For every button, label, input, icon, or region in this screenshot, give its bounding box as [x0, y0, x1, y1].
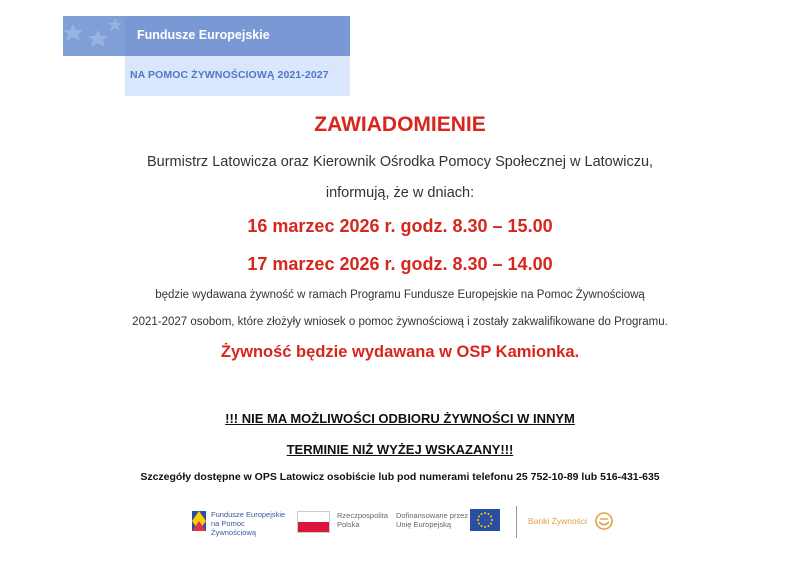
- poland-flag-icon: [297, 511, 330, 533]
- notice-body-line2: 2021-2027 osobom, które złożyły wniosek o pomoc żywnościową i zostały zakwalifikowane do Programu.: [132, 316, 668, 328]
- footer-food-bank-label: Banki Żywności: [528, 516, 588, 526]
- logo-stars-panel: [63, 16, 125, 56]
- food-bank-icon: [594, 511, 614, 531]
- footer-fe-line2: na Pomoc Żywnościową: [211, 519, 257, 537]
- distribution-place: Żywność będzie wydawana w OSP Kamionka.: [220, 343, 580, 361]
- footer-food-bank-logo: [528, 505, 618, 539]
- logo-subtitle-panel: [125, 56, 350, 96]
- footer-fe-logo: [190, 505, 290, 539]
- footer-rp-line2: Polska: [337, 520, 360, 529]
- distribution-date-1: 16 marzec 2026 r. godz. 8.30 – 15.00: [247, 216, 553, 236]
- warning-line1: !!! NIE MA MOŻLIWOŚCI ODBIORU ŻYWNOŚCI W INNYM: [225, 411, 575, 426]
- contact-details: Szczegóły dostępne w OPS Latowicz osobiście lub pod numerami telefonu 25 752-10-89 lub 516-431-635: [140, 471, 660, 483]
- distribution-date-2: 17 marzec 2026 r. godz. 8.30 – 14.00: [247, 254, 553, 274]
- logo-subtitle: NA POMOC ŻYWNOŚCIOWĄ 2021-2027: [130, 69, 329, 81]
- logo-title: Fundusze Europejskie: [137, 28, 270, 42]
- logo-title-panel: [125, 16, 350, 56]
- notice-title: ZAWIADOMIENIE: [314, 113, 486, 136]
- eu-flag-icon: [470, 509, 500, 531]
- fundusze-europejskie-header-logo: [63, 16, 350, 96]
- footer-rp-line1: Rzeczpospolita: [337, 511, 388, 520]
- eu-stars-icon: [63, 16, 125, 56]
- footer-rp-logo: [297, 505, 387, 539]
- footer-eu-line1: Dofinansowane przez: [396, 511, 469, 520]
- notice-intro-line2: informują, że w dniach:: [325, 185, 475, 201]
- notice-body-line1: będzie wydawana żywność w ramach Programu Fundusze Europejskie na Pomoc Żywnościową: [155, 289, 645, 301]
- fundusze-europejskie-icon: [190, 507, 208, 535]
- footer-eu-line2: Unię Europejską: [396, 520, 452, 529]
- footer-fe-line1: Fundusze Europejskie: [211, 510, 286, 519]
- notice-intro-line1: Burmistrz Latowicza oraz Kierownik Ośrodka Pomocy Społecznej w Latowiczu,: [146, 154, 654, 170]
- footer-separator: [516, 506, 517, 538]
- warning-line2: TERMINIE NIŻ WYŻEJ WSKAZANY!!!: [286, 442, 514, 457]
- footer-eu-logo: [396, 505, 511, 539]
